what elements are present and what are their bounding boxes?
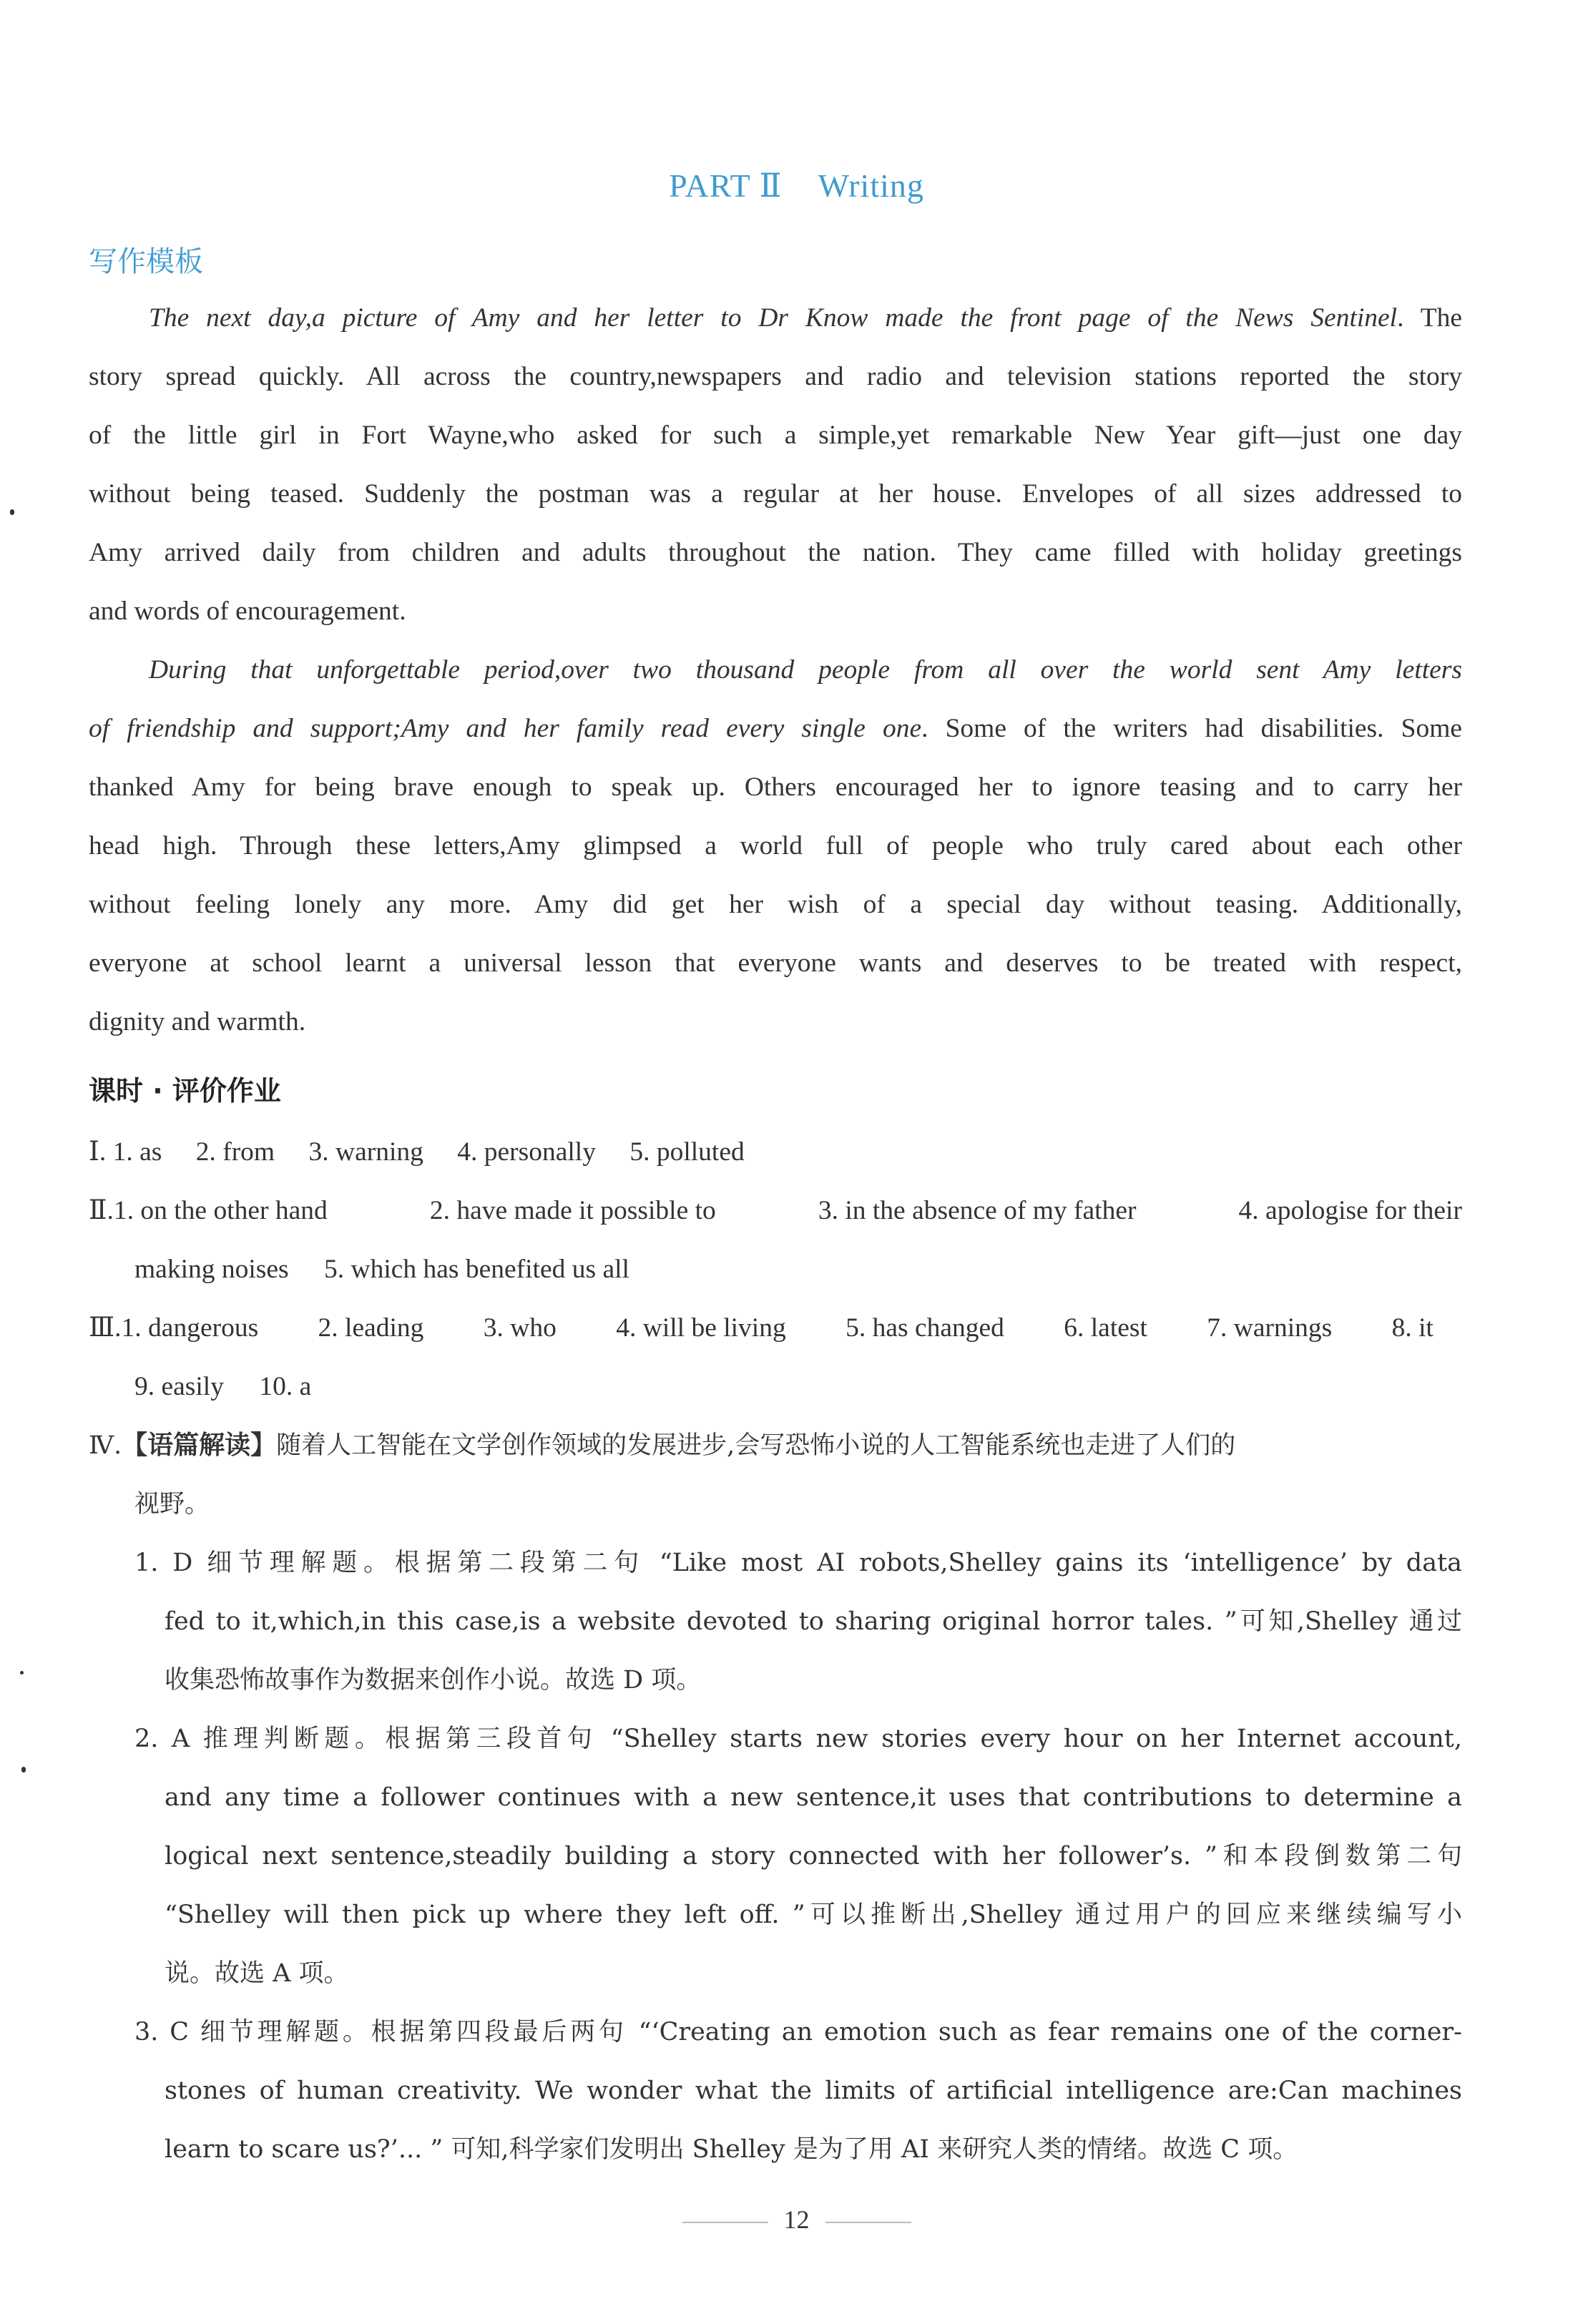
answer-item: 1. as <box>112 1137 162 1167</box>
reading-tag: 【语篇解读】 <box>122 1431 277 1460</box>
answer-item: 4. personally <box>457 1137 596 1167</box>
answer-item: 5. polluted <box>629 1137 745 1167</box>
text-line: without feeling lonely any more. Amy did get her wish of a special day without teasing. Additionally, <box>89 890 1462 919</box>
answer-item: 7. warnings <box>1207 1313 1333 1343</box>
template-heading: 写作模板 <box>89 245 203 278</box>
part-label: PART Ⅱ <box>669 167 783 204</box>
scan-mark <box>10 509 14 515</box>
homework-heading: 课时 · 评价作业 <box>89 1075 281 1107</box>
text-line: 3. C 细节理解题。根据第四段最后两句 “‘Creating an emotion such as fear remains one of the corner- <box>134 2018 1462 2046</box>
text-line: logical next sentence,steadily building a story connected with her follower’s. ”和本段倒数第二句 <box>165 1842 1462 1871</box>
section-2-label: Ⅱ. <box>89 1196 114 1225</box>
text-line: Amy arrived daily from children and adults throughout the nation. They came filled with holiday greetings <box>89 538 1462 567</box>
intro-text: 随着人工智能在文学创作领域的发展进步,会写恐怖小说的人工智能系统也走进了人们的 <box>276 1431 1236 1460</box>
text-line: without being teased. Suddenly the postman was a regular at her house. Envelopes of all sizes addressed to <box>89 479 1462 509</box>
text-line: 2. A 推理判断题。根据第三段首句 “Shelley starts new stories every hour on her Internet account, <box>134 1725 1462 1753</box>
answer-item: 2. from <box>195 1137 275 1167</box>
text-line: dignity and warmth. <box>89 1007 306 1036</box>
question-1-explanation <box>134 1534 1462 1710</box>
page-footer <box>0 2205 1593 2235</box>
section-3-line-2 <box>134 1358 311 1416</box>
answer-item: 8. it <box>1391 1313 1433 1343</box>
text-line: and any time a follower continues with a new sentence,it uses that contributions to determine a <box>165 1783 1462 1812</box>
section-4-intro <box>89 1416 1462 1475</box>
text-line: everyone at school learnt a universal lesson that everyone wants and deserves to be treated with respect, <box>89 948 1462 978</box>
answer-item: 3. in the absence of my father <box>818 1196 1137 1225</box>
text-line: story spread quickly. All across the country,newspapers and radio and television stations reported the story <box>89 362 1462 391</box>
part-name: Writing <box>818 167 924 204</box>
section-1-answers <box>89 1123 745 1182</box>
text-line: During that unforgettable period,over two thousand people from all over the world sent Amy letters <box>149 655 1462 685</box>
text-line: “Shelley will then pick up where they left off. ”可以推断出,Shelley 通过用户的回应来继续编写小 <box>165 1901 1462 1929</box>
text-line: 说。故选 A 项。 <box>165 1959 349 1988</box>
answer-item: 10. a <box>259 1372 312 1401</box>
answer-item: 2. leading <box>318 1313 424 1343</box>
text-line: of the little girl in Fort Wayne,who asked for such a simple,yet remarkable New Year gift—just one day <box>89 421 1462 450</box>
text-line: 收集恐怖故事作为数据来创作小说。故选 D 项。 <box>165 1666 702 1695</box>
footer-rule-left <box>682 2222 768 2223</box>
answer-item: 3. warning <box>308 1137 423 1167</box>
section-4-intro-cont: 视野。 <box>134 1490 210 1519</box>
text-line: fed to it,which,in this case,is a website devoted to sharing original horror tales. ”可知,Shelley 通过 <box>165 1607 1462 1636</box>
section-1-label: Ⅰ. <box>89 1137 107 1167</box>
footer-rule-right <box>825 2222 911 2223</box>
answer-item: 1. dangerous <box>121 1313 259 1343</box>
answer-item: 9. easily <box>134 1372 224 1401</box>
answer-item: 5. which has benefited us all <box>323 1255 629 1284</box>
section-2-line-1 <box>89 1182 1462 1240</box>
answer-item: making noises <box>134 1255 289 1284</box>
answer-item: 2. have made it possible to <box>429 1196 716 1225</box>
answer-item: 6. latest <box>1064 1313 1147 1343</box>
section-4-label: Ⅳ. <box>89 1431 122 1460</box>
question-2-explanation <box>134 1710 1462 2003</box>
section-3-line-1 <box>89 1299 1433 1358</box>
text-line: learn to scare us?’... ” 可知,科学家们发明出 Shelley 是为了用 AI 来研究人类的情绪。故选 C 项。 <box>165 2135 1298 2164</box>
answer-item: 4. will be living <box>616 1313 786 1343</box>
question-3-explanation <box>134 2003 1462 2179</box>
text-line: stones of human creativity. We wonder what the limits of artificial intelligence are:Can machines <box>165 2077 1462 2105</box>
model-passage-1 <box>89 289 1462 641</box>
text-line: of friendship and support;Amy and her family read every single one. Some of the writers had disabilities. Some <box>89 714 1463 743</box>
answer-item: 5. has changed <box>845 1313 1004 1343</box>
scan-mark <box>21 1767 26 1773</box>
answer-item: 4. apologise for their <box>1238 1196 1462 1225</box>
text-line: thanked Amy for being brave enough to speak up. Others encouraged her to ignore teasing and to carry her <box>89 773 1462 802</box>
section-2-line-2 <box>134 1240 629 1299</box>
text-line: 1. D 细节理解题。根据第二段第二句 “Like most AI robots,Shelley gains its ‘intelligence’ by data <box>134 1549 1462 1577</box>
text-line: head high. Through these letters,Amy glimpsed a world full of people who truly cared about each other <box>89 831 1462 861</box>
page-number: 12 <box>783 2205 810 2234</box>
text-line: The next day,a picture of Amy and her letter to Dr Know made the front page of the News Sentinel. The <box>149 303 1463 333</box>
part-title <box>0 166 1593 205</box>
text-line: and words of encouragement. <box>89 597 406 626</box>
model-passage-2 <box>89 641 1462 1051</box>
section-3-label: Ⅲ. <box>89 1313 122 1343</box>
scan-mark <box>20 1671 24 1675</box>
answer-item: 1. on the other hand <box>113 1196 328 1225</box>
answer-item: 3. who <box>483 1313 557 1343</box>
